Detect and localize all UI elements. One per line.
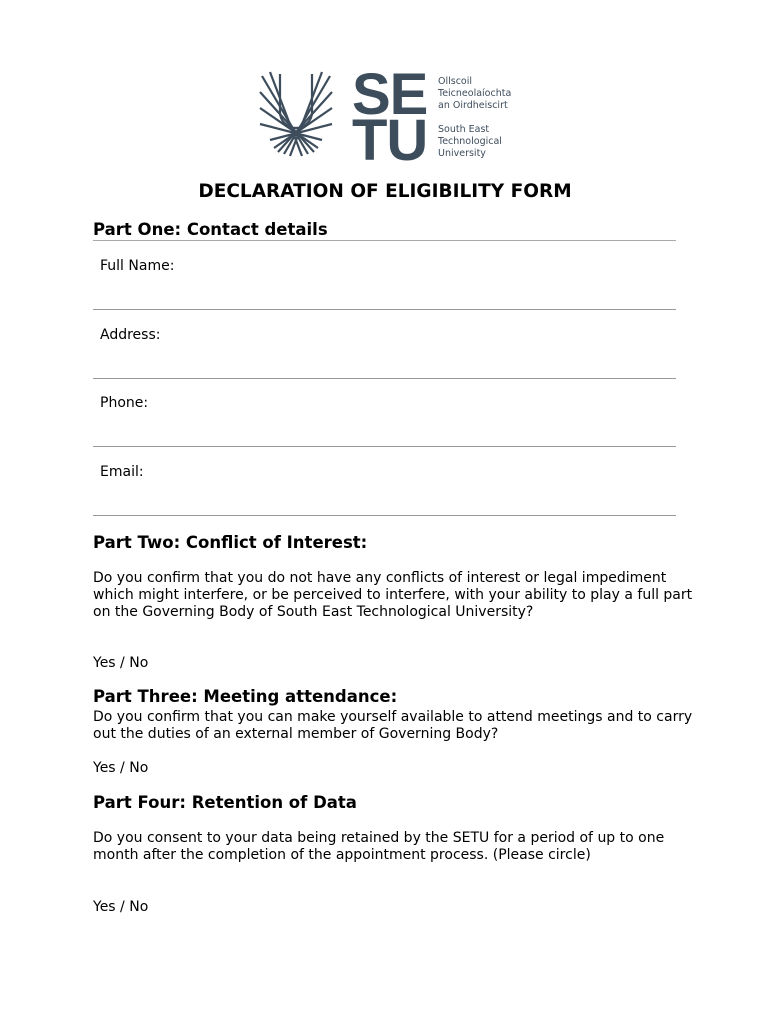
email-field[interactable] [93,515,676,516]
logo-text-line: South East [438,124,490,135]
part-two-answer[interactable]: Yes / No [93,655,149,671]
logo-se: SE [352,62,428,127]
phone-label: Phone: [100,395,149,411]
part-one-heading: Part One: Contact details [93,220,328,239]
logo-text-line: an Oirdheiscirt [438,100,508,111]
logo-text-line: Technological [438,136,502,147]
heading-rule [93,240,676,241]
part-four-answer[interactable]: Yes / No [93,899,149,915]
setu-emblem-icon [258,70,334,160]
address-field[interactable] [93,378,676,379]
logo-irish-name [438,76,511,112]
logo-text-line: University [438,148,486,159]
part-three-answer[interactable]: Yes / No [93,760,149,776]
part-four-question: Do you consent to your data being retained by the SETU for a period of up to one month after the completion of the appointment process. (Please circle) [93,830,665,863]
part-four-heading: Part Four: Retention of Data [93,793,357,812]
logo-english-name [438,124,502,160]
phone-field[interactable] [93,446,676,447]
part-two-heading: Part Two: Conflict of Interest: [93,533,368,552]
form-title: DECLARATION OF ELIGIBILITY FORM [198,181,572,202]
address-label: Address: [100,327,161,343]
logo-tu: TU [352,108,428,173]
full-name-field[interactable] [93,309,676,310]
full-name-label: Full Name: [100,258,175,274]
logo-text-line: Teicneolaíochta [438,88,512,99]
logo-text-line: Ollscoil [438,76,473,87]
part-three-heading: Part Three: Meeting attendance: [93,687,398,706]
part-two-question: Do you confirm that you do not have any conflicts of interest or legal impediment which might interfere, or be perceived to interfere, with your ability to play a full part on the Governing Body of South East Technological University? [93,570,693,620]
email-label: Email: [100,464,144,480]
part-three-question: Do you confirm that you can make yourself available to attend meetings and to carry out the duties of an external member of Governing Body? [93,709,693,742]
